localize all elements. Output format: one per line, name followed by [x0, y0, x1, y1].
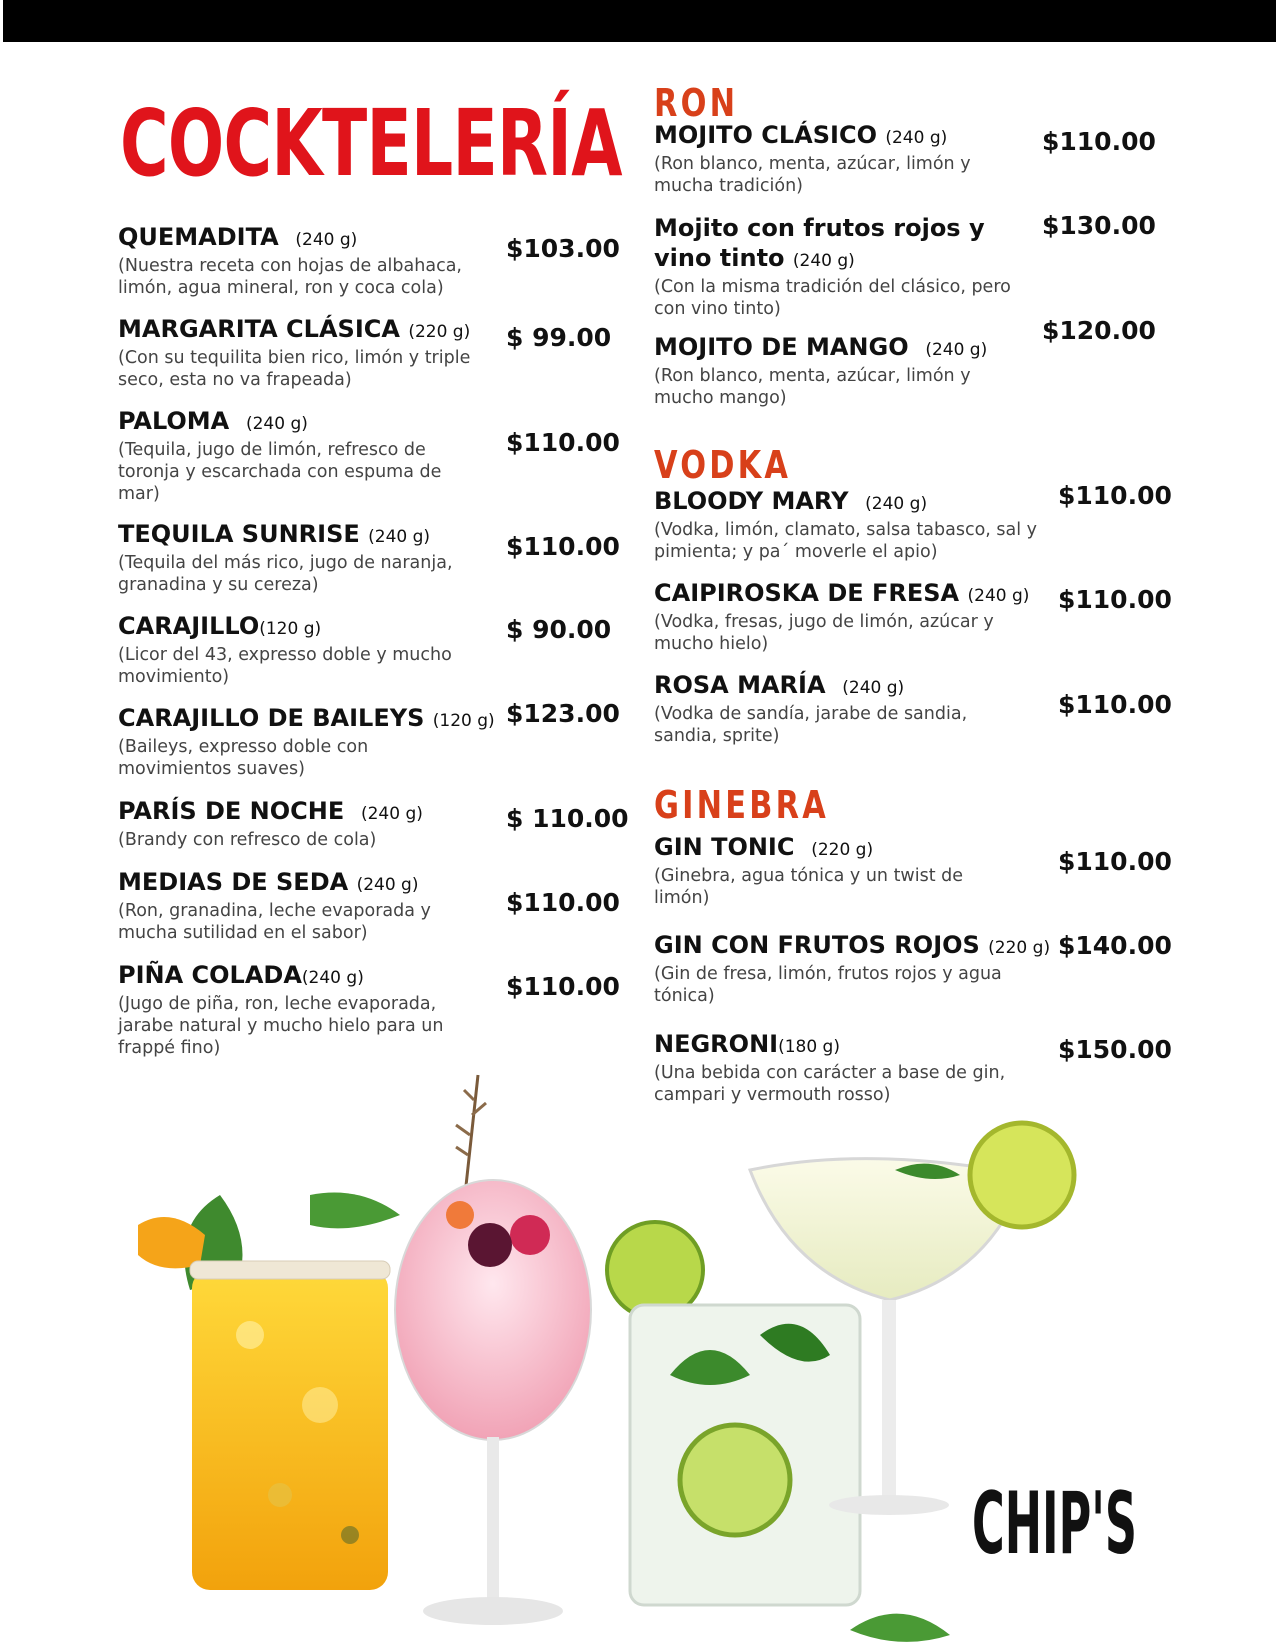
item-description: (Baileys, expresso doble con movimientos suaves)	[118, 737, 369, 779]
item-name: CARAJILLO DE BAILEYS (120 g)	[118, 704, 495, 732]
menu-item-bloody-mary	[654, 486, 1044, 563]
item-price: $103.00	[506, 234, 620, 263]
menu-item-caipiroska	[654, 578, 1044, 655]
item-description: (Tequila, jugo de limón, refresco de toronja y escarchada con espuma de mar)	[118, 440, 442, 504]
item-name: Mojito con frutos rojos y	[654, 214, 985, 242]
item-description: (Ron blanco, menta, azúcar, limón y mucha tradición)	[654, 154, 971, 196]
section-heading-vodka: VODKA	[654, 443, 792, 487]
item-name: MOJITO CLÁSICO (240 g)	[654, 121, 948, 149]
item-name-line2: vino tinto (240 g)	[654, 244, 855, 272]
item-name: MARGARITA CLÁSICA (220 g)	[118, 315, 471, 343]
item-name: PARÍS DE NOCHE (240 g)	[118, 797, 423, 825]
page-title: COCKTELERÍA	[120, 90, 622, 197]
item-price: $120.00	[1042, 316, 1156, 345]
item-price: $ 90.00	[506, 615, 612, 644]
item-description: (Vodka, fresas, jugo de limón, azúcar y mucho hielo)	[654, 612, 994, 654]
item-name: BLOODY MARY (240 g)	[654, 487, 928, 515]
item-price: $130.00	[1042, 211, 1156, 240]
item-description: (Nuestra receta con hojas de albahaca, limón, agua mineral, ron y coca cola)	[118, 256, 462, 298]
item-name: MOJITO DE MANGO (240 g)	[654, 333, 988, 361]
menu-item-margarita	[118, 314, 498, 391]
item-name: ROSA MARÍA (240 g)	[654, 671, 905, 699]
section-heading-ron: RON	[654, 81, 739, 125]
menu-item-quemadita	[118, 222, 498, 299]
item-name: QUEMADITA (240 g)	[118, 223, 358, 251]
menu-item-gin-tonic	[654, 832, 1044, 909]
item-description: (Ginebra, agua tónica y un twist de limón)	[654, 866, 964, 908]
item-price: $110.00	[506, 428, 620, 457]
item-price: $110.00	[506, 972, 620, 1001]
item-name: MEDIAS DE SEDA (240 g)	[118, 868, 419, 896]
menu-item-mojito-frutos-rojos	[654, 213, 1034, 320]
item-description: (Ron, granadina, leche evaporada y mucha sutilidad en el sabor)	[118, 901, 431, 943]
menu-item-carajillo-baileys	[118, 703, 508, 780]
item-name: TEQUILA SUNRISE (240 g)	[118, 520, 431, 548]
item-price: $110.00	[1058, 585, 1172, 614]
item-price: $110.00	[1042, 127, 1156, 156]
item-description: (Ron blanco, menta, azúcar, limón y mucho mango)	[654, 366, 971, 408]
item-name: GIN CON FRUTOS ROJOS (220 g)	[654, 931, 1051, 959]
item-price: $110.00	[506, 532, 620, 561]
section-heading-ginebra: GINEBRA	[654, 783, 829, 827]
item-name: CAIPIROSKA DE FRESA (240 g)	[654, 579, 1030, 607]
item-description: (Vodka de sandía, jarabe de sandia, sandia, sprite)	[654, 704, 968, 746]
menu-item-mojito-mango	[654, 332, 1034, 409]
item-name: PIÑA COLADA(240 g)	[118, 961, 364, 989]
menu-item-carajillo	[118, 611, 498, 688]
item-description: (Vodka, limón, clamato, salsa tabasco, sal y pimienta; y pa´ moverle el apio)	[654, 520, 1038, 562]
menu-item-rosa-maria	[654, 670, 1044, 747]
item-price: $150.00	[1058, 1035, 1172, 1064]
item-description: (Una bebida con carácter a base de gin, campari y vermouth rosso)	[654, 1063, 1006, 1105]
item-description: (Con su tequilita bien rico, limón y triple seco, esta no va frapeada)	[118, 348, 471, 390]
chips-logo-text: CHIP'S	[972, 1474, 1137, 1574]
item-price: $110.00	[1058, 847, 1172, 876]
item-price: $110.00	[1058, 481, 1172, 510]
item-price: $110.00	[1058, 690, 1172, 719]
menu-item-tequila-sunrise	[118, 519, 498, 596]
item-description: (Licor del 43, expresso doble y mucho movimiento)	[118, 645, 452, 687]
item-name: CARAJILLO(120 g)	[118, 612, 322, 640]
menu-item-pina-colada	[118, 960, 498, 1059]
menu-item-paloma	[118, 406, 478, 505]
item-description: (Jugo de piña, ron, leche evaporada, jarabe natural y mucho hielo para un frappé fino)	[118, 994, 444, 1058]
item-name: GIN TONIC (220 g)	[654, 833, 874, 861]
item-description: (Tequila del más rico, jugo de naranja, granadina y su cereza)	[118, 553, 453, 595]
item-description: (Con la misma tradición del clásico, pero con vino tinto)	[654, 277, 1011, 319]
item-price: $110.00	[506, 888, 620, 917]
chips-logo	[972, 1474, 1142, 1574]
item-price: $ 99.00	[506, 323, 612, 352]
menu-item-gin-frutos-rojos	[654, 930, 1054, 1007]
item-price: $140.00	[1058, 931, 1172, 960]
item-description: (Brandy con refresco de cola)	[118, 830, 377, 850]
item-name: NEGRONI(180 g)	[654, 1030, 840, 1058]
item-price: $ 110.00	[506, 804, 629, 833]
menu-item-mojito-clasico	[654, 120, 1034, 197]
item-description: (Gin de fresa, limón, frutos rojos y agua tónica)	[654, 964, 1002, 1006]
item-name: PALOMA (240 g)	[118, 407, 308, 435]
menu-item-medias-de-seda	[118, 867, 498, 944]
menu-item-paris-de-noche	[118, 796, 498, 851]
item-price: $123.00	[506, 699, 620, 728]
top-bar	[3, 0, 1276, 42]
